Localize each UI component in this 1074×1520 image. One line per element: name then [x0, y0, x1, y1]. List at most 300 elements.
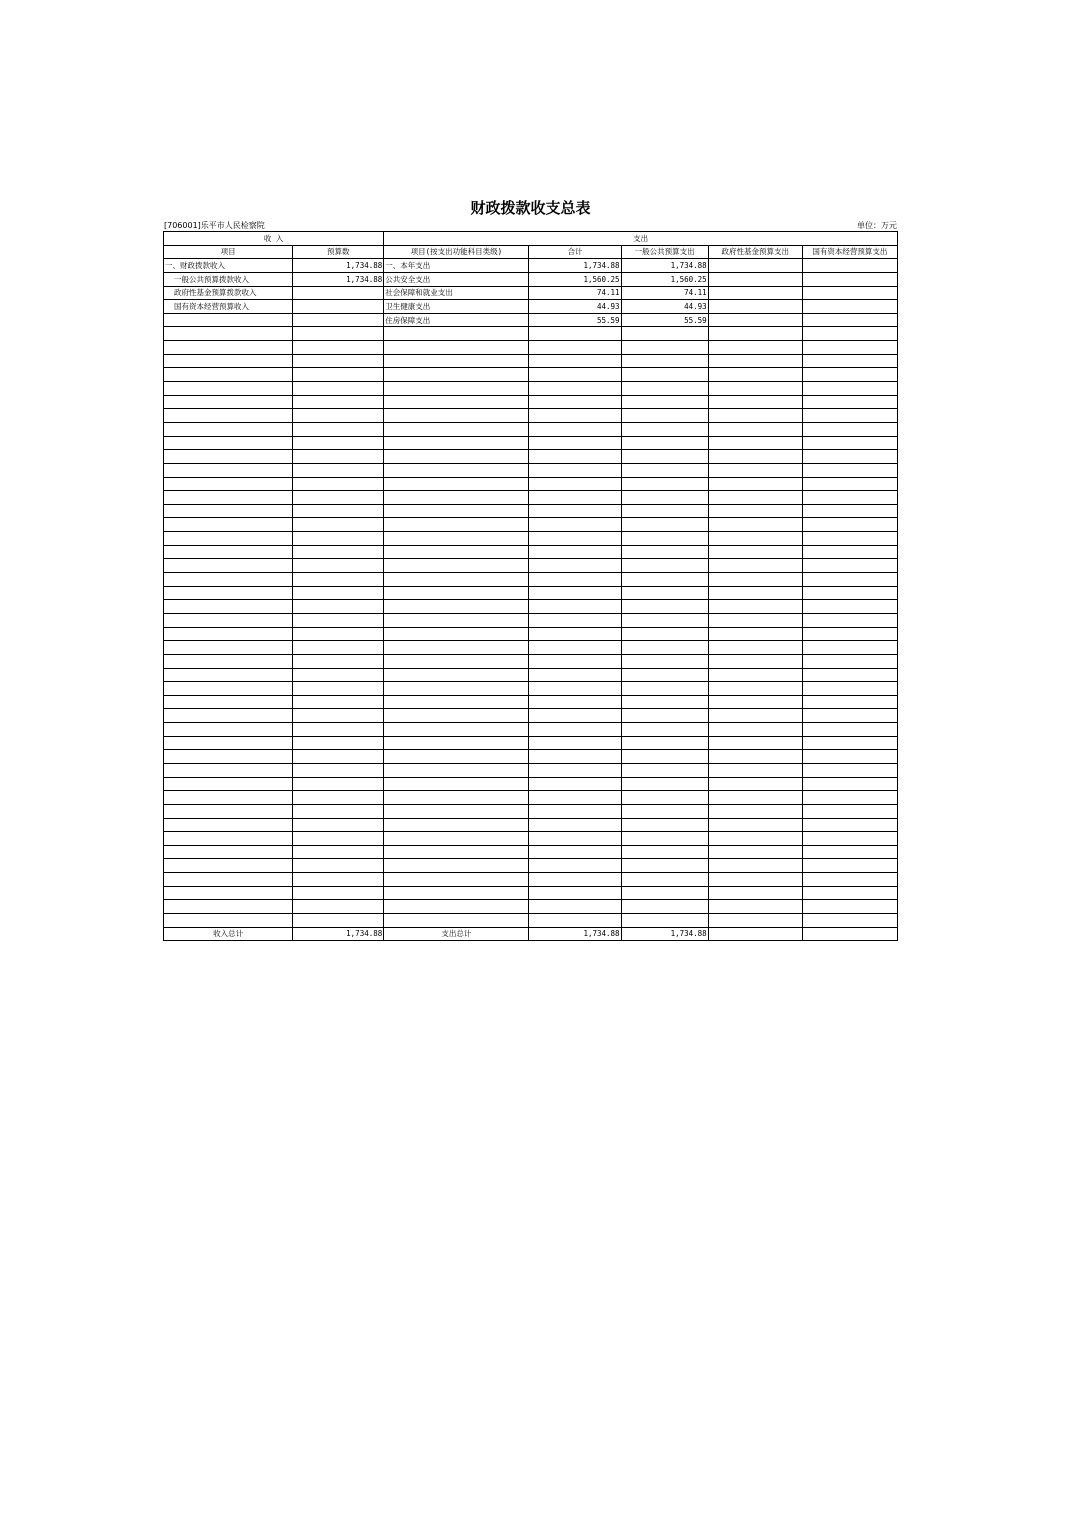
expense-total: 1,560.25	[529, 272, 621, 286]
empty-cell	[621, 586, 708, 600]
empty-cell	[802, 586, 897, 600]
empty-cell	[529, 422, 621, 436]
empty-row	[164, 395, 898, 409]
empty-cell	[164, 491, 293, 505]
empty-cell	[621, 736, 708, 750]
empty-cell	[621, 341, 708, 355]
empty-cell	[708, 368, 802, 382]
empty-cell	[802, 914, 897, 928]
empty-cell	[293, 354, 384, 368]
empty-cell	[164, 395, 293, 409]
unit-label: 单位：万元	[857, 221, 897, 230]
empty-cell	[621, 832, 708, 846]
empty-cell	[621, 709, 708, 723]
empty-cell	[384, 450, 529, 464]
empty-cell	[384, 804, 529, 818]
empty-cell	[708, 791, 802, 805]
empty-cell	[708, 873, 802, 887]
empty-cell	[802, 450, 897, 464]
empty-cell	[293, 859, 384, 873]
empty-cell	[802, 573, 897, 587]
empty-row	[164, 422, 898, 436]
empty-cell	[621, 368, 708, 382]
empty-cell	[529, 723, 621, 737]
empty-cell	[164, 463, 293, 477]
empty-cell	[529, 641, 621, 655]
empty-cell	[708, 573, 802, 587]
empty-cell	[621, 654, 708, 668]
empty-cell	[802, 559, 897, 573]
empty-cell	[802, 422, 897, 436]
empty-cell	[802, 791, 897, 805]
empty-cell	[164, 327, 293, 341]
empty-cell	[384, 436, 529, 450]
expense-total: 74.11	[529, 286, 621, 300]
empty-cell	[529, 763, 621, 777]
empty-cell	[293, 682, 384, 696]
empty-cell	[293, 518, 384, 532]
empty-cell	[164, 559, 293, 573]
empty-cell	[164, 750, 293, 764]
empty-row	[164, 886, 898, 900]
empty-row	[164, 832, 898, 846]
empty-cell	[164, 504, 293, 518]
empty-cell	[164, 682, 293, 696]
empty-cell	[621, 627, 708, 641]
expense-gov-fund	[708, 313, 802, 327]
empty-cell	[802, 641, 897, 655]
empty-cell	[164, 586, 293, 600]
empty-row	[164, 736, 898, 750]
empty-cell	[529, 777, 621, 791]
empty-cell	[384, 859, 529, 873]
empty-cell	[802, 736, 897, 750]
empty-row	[164, 477, 898, 491]
income-budget	[293, 313, 384, 327]
empty-cell	[529, 668, 621, 682]
empty-cell	[621, 518, 708, 532]
empty-cell	[529, 791, 621, 805]
empty-cell	[802, 818, 897, 832]
empty-row	[164, 900, 898, 914]
empty-cell	[802, 750, 897, 764]
empty-cell	[293, 873, 384, 887]
empty-cell	[708, 518, 802, 532]
budget-table	[163, 231, 898, 941]
empty-cell	[708, 327, 802, 341]
empty-cell	[802, 859, 897, 873]
empty-cell	[164, 859, 293, 873]
col-header-item: 项目	[164, 245, 293, 259]
col-header-budget: 预算数	[293, 245, 384, 259]
empty-cell	[529, 736, 621, 750]
empty-cell	[164, 818, 293, 832]
empty-cell	[621, 463, 708, 477]
empty-cell	[802, 654, 897, 668]
empty-cell	[529, 845, 621, 859]
empty-cell	[293, 914, 384, 928]
empty-cell	[621, 491, 708, 505]
empty-cell	[384, 545, 529, 559]
empty-cell	[384, 354, 529, 368]
empty-row	[164, 695, 898, 709]
empty-cell	[164, 354, 293, 368]
empty-cell	[529, 600, 621, 614]
income-budget	[293, 300, 384, 314]
empty-cell	[708, 900, 802, 914]
empty-cell	[384, 341, 529, 355]
empty-cell	[293, 395, 384, 409]
empty-cell	[529, 886, 621, 900]
expense-item: 一、本年支出	[384, 259, 529, 273]
empty-cell	[164, 409, 293, 423]
empty-cell	[293, 573, 384, 587]
empty-cell	[529, 682, 621, 696]
empty-cell	[621, 750, 708, 764]
empty-cell	[802, 545, 897, 559]
income-item: 国有资本经营预算收入	[164, 300, 293, 314]
empty-cell	[164, 845, 293, 859]
empty-row	[164, 845, 898, 859]
empty-cell	[384, 818, 529, 832]
empty-row	[164, 791, 898, 805]
empty-cell	[529, 859, 621, 873]
empty-cell	[708, 682, 802, 696]
empty-cell	[802, 763, 897, 777]
empty-cell	[708, 777, 802, 791]
empty-cell	[708, 395, 802, 409]
empty-row	[164, 613, 898, 627]
empty-row	[164, 627, 898, 641]
empty-row	[164, 668, 898, 682]
empty-cell	[384, 695, 529, 709]
empty-cell	[529, 436, 621, 450]
empty-cell	[621, 695, 708, 709]
empty-cell	[621, 600, 708, 614]
empty-cell	[621, 804, 708, 818]
empty-cell	[293, 463, 384, 477]
income-item	[164, 313, 293, 327]
empty-cell	[802, 463, 897, 477]
empty-cell	[708, 750, 802, 764]
empty-cell	[384, 709, 529, 723]
empty-cell	[708, 845, 802, 859]
table-title: 财政拨款收支总表	[470, 199, 591, 217]
empty-cell	[164, 368, 293, 382]
empty-row	[164, 723, 898, 737]
empty-cell	[293, 545, 384, 559]
empty-cell	[708, 832, 802, 846]
empty-cell	[293, 777, 384, 791]
empty-cell	[708, 586, 802, 600]
expense-total: 44.93	[529, 300, 621, 314]
empty-row	[164, 586, 898, 600]
empty-row	[164, 327, 898, 341]
empty-cell	[384, 873, 529, 887]
expense-item: 卫生健康支出	[384, 300, 529, 314]
empty-cell	[384, 723, 529, 737]
col-header-expense-item: 项目(按支出功能科目类级)	[384, 245, 529, 259]
expense-general: 55.59	[621, 313, 708, 327]
empty-cell	[384, 777, 529, 791]
empty-cell	[708, 477, 802, 491]
empty-cell	[621, 873, 708, 887]
empty-cell	[293, 436, 384, 450]
empty-cell	[708, 491, 802, 505]
empty-cell	[164, 573, 293, 587]
empty-cell	[164, 450, 293, 464]
empty-cell	[708, 463, 802, 477]
income-budget	[293, 286, 384, 300]
col-header-total: 合计	[529, 245, 621, 259]
empty-cell	[802, 600, 897, 614]
empty-cell	[802, 900, 897, 914]
empty-cell	[164, 832, 293, 846]
empty-cell	[802, 845, 897, 859]
empty-cell	[802, 436, 897, 450]
empty-cell	[708, 859, 802, 873]
empty-cell	[802, 477, 897, 491]
empty-cell	[293, 532, 384, 546]
empty-cell	[293, 709, 384, 723]
empty-cell	[293, 327, 384, 341]
income-item: 一般公共预算拨款收入	[164, 272, 293, 286]
empty-cell	[384, 573, 529, 587]
empty-cell	[802, 532, 897, 546]
empty-cell	[621, 532, 708, 546]
empty-cell	[708, 600, 802, 614]
empty-cell	[802, 518, 897, 532]
empty-cell	[293, 763, 384, 777]
empty-cell	[708, 695, 802, 709]
expense-total-value: 1,734.88	[529, 927, 621, 941]
expense-state-capital	[802, 300, 897, 314]
expense-general: 44.93	[621, 300, 708, 314]
empty-cell	[293, 845, 384, 859]
empty-cell	[293, 613, 384, 627]
empty-cell	[529, 354, 621, 368]
empty-cell	[164, 873, 293, 887]
empty-cell	[293, 818, 384, 832]
empty-cell	[164, 763, 293, 777]
empty-cell	[621, 354, 708, 368]
empty-cell	[802, 341, 897, 355]
empty-cell	[293, 736, 384, 750]
empty-cell	[384, 409, 529, 423]
empty-cell	[384, 600, 529, 614]
empty-cell	[293, 791, 384, 805]
empty-cell	[384, 886, 529, 900]
empty-cell	[384, 654, 529, 668]
income-item: 政府性基金预算拨款收入	[164, 286, 293, 300]
empty-cell	[621, 422, 708, 436]
table-row	[164, 259, 898, 273]
empty-cell	[384, 641, 529, 655]
empty-cell	[384, 422, 529, 436]
empty-cell	[164, 422, 293, 436]
empty-cell	[293, 382, 384, 396]
empty-cell	[529, 573, 621, 587]
empty-cell	[708, 354, 802, 368]
empty-cell	[621, 409, 708, 423]
empty-cell	[621, 723, 708, 737]
empty-cell	[621, 477, 708, 491]
empty-cell	[164, 654, 293, 668]
empty-cell	[293, 491, 384, 505]
empty-cell	[384, 327, 529, 341]
empty-row	[164, 559, 898, 573]
empty-cell	[384, 518, 529, 532]
empty-row	[164, 654, 898, 668]
empty-cell	[529, 559, 621, 573]
empty-cell	[802, 777, 897, 791]
empty-cell	[802, 723, 897, 737]
table-row	[164, 272, 898, 286]
empty-cell	[164, 900, 293, 914]
empty-cell	[621, 559, 708, 573]
empty-row	[164, 750, 898, 764]
empty-cell	[164, 627, 293, 641]
expense-state-capital	[802, 286, 897, 300]
expense-state-capital-total	[802, 927, 897, 941]
empty-cell	[621, 914, 708, 928]
expense-gov-fund	[708, 272, 802, 286]
empty-row	[164, 341, 898, 355]
empty-cell	[293, 804, 384, 818]
expense-gov-fund	[708, 286, 802, 300]
empty-cell	[621, 573, 708, 587]
empty-cell	[384, 763, 529, 777]
footer-total-row	[164, 927, 898, 941]
empty-cell	[384, 668, 529, 682]
empty-cell	[708, 736, 802, 750]
empty-cell	[708, 886, 802, 900]
empty-cell	[802, 682, 897, 696]
income-total-label: 收入总计	[164, 927, 293, 941]
empty-cell	[621, 668, 708, 682]
empty-cell	[164, 777, 293, 791]
empty-cell	[621, 845, 708, 859]
empty-cell	[293, 654, 384, 668]
empty-cell	[384, 900, 529, 914]
empty-cell	[164, 341, 293, 355]
empty-cell	[293, 450, 384, 464]
empty-cell	[529, 532, 621, 546]
empty-cell	[708, 613, 802, 627]
empty-cell	[293, 641, 384, 655]
empty-cell	[384, 832, 529, 846]
empty-cell	[529, 545, 621, 559]
empty-cell	[708, 641, 802, 655]
empty-cell	[293, 900, 384, 914]
expense-general: 1,560.25	[621, 272, 708, 286]
empty-cell	[164, 613, 293, 627]
expense-gov-fund	[708, 259, 802, 273]
empty-cell	[529, 873, 621, 887]
empty-cell	[164, 436, 293, 450]
empty-cell	[384, 845, 529, 859]
empty-cell	[529, 914, 621, 928]
empty-cell	[529, 395, 621, 409]
empty-cell	[529, 504, 621, 518]
empty-row	[164, 409, 898, 423]
empty-row	[164, 382, 898, 396]
expense-total: 55.59	[529, 313, 621, 327]
empty-cell	[384, 791, 529, 805]
empty-cell	[384, 463, 529, 477]
empty-cell	[802, 709, 897, 723]
empty-cell	[384, 750, 529, 764]
empty-cell	[384, 477, 529, 491]
empty-cell	[621, 450, 708, 464]
empty-cell	[384, 532, 529, 546]
expense-general: 74.11	[621, 286, 708, 300]
income-total-value: 1,734.88	[293, 927, 384, 941]
col-header-state-capital: 国有资本经营预算支出	[802, 245, 897, 259]
empty-row	[164, 504, 898, 518]
empty-cell	[293, 750, 384, 764]
empty-cell	[708, 545, 802, 559]
empty-cell	[293, 668, 384, 682]
empty-cell	[293, 586, 384, 600]
empty-cell	[293, 477, 384, 491]
empty-row	[164, 354, 898, 368]
empty-cell	[164, 914, 293, 928]
empty-row	[164, 777, 898, 791]
empty-cell	[621, 382, 708, 396]
empty-cell	[621, 777, 708, 791]
empty-cell	[529, 586, 621, 600]
empty-cell	[802, 382, 897, 396]
empty-cell	[802, 395, 897, 409]
empty-row	[164, 600, 898, 614]
empty-cell	[529, 750, 621, 764]
empty-cell	[293, 695, 384, 709]
empty-cell	[529, 832, 621, 846]
expense-gov-fund	[708, 300, 802, 314]
empty-row	[164, 436, 898, 450]
empty-cell	[621, 859, 708, 873]
empty-cell	[708, 709, 802, 723]
empty-cell	[529, 463, 621, 477]
empty-cell	[708, 409, 802, 423]
empty-row	[164, 914, 898, 928]
income-item: 一、财政拨款收入	[164, 259, 293, 273]
empty-row	[164, 573, 898, 587]
column-header-row	[164, 245, 898, 259]
expense-total-label: 支出总计	[384, 927, 529, 941]
empty-cell	[621, 641, 708, 655]
table-row	[164, 286, 898, 300]
empty-cell	[293, 559, 384, 573]
empty-cell	[384, 586, 529, 600]
empty-row	[164, 804, 898, 818]
empty-cell	[708, 436, 802, 450]
empty-cell	[708, 763, 802, 777]
expense-group-header: 支出	[384, 232, 898, 246]
empty-row	[164, 641, 898, 655]
empty-cell	[708, 559, 802, 573]
empty-row	[164, 463, 898, 477]
empty-cell	[529, 491, 621, 505]
empty-cell	[293, 422, 384, 436]
empty-cell	[293, 409, 384, 423]
empty-cell	[802, 873, 897, 887]
empty-cell	[529, 518, 621, 532]
empty-cell	[708, 627, 802, 641]
empty-cell	[621, 395, 708, 409]
empty-row	[164, 491, 898, 505]
